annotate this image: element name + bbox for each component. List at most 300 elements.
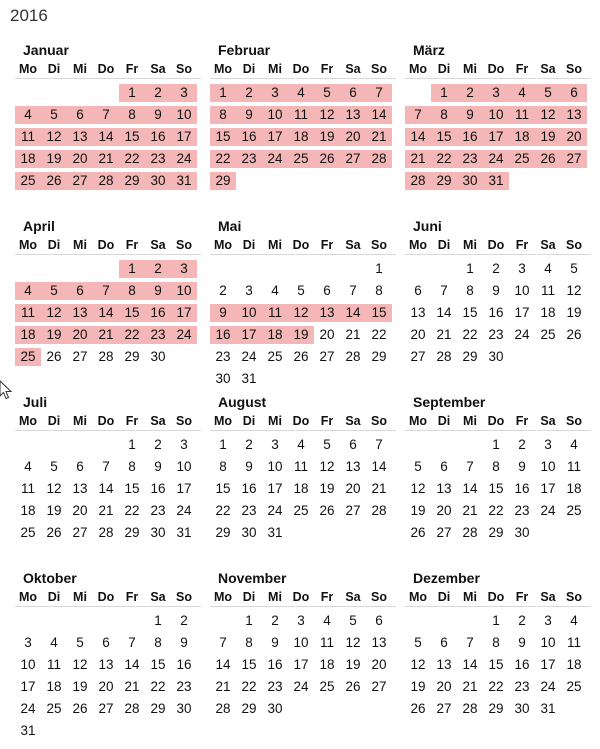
day-cell[interactable]: 23: [150, 151, 166, 166]
day-cell[interactable]: 20: [98, 679, 114, 694]
day-cell[interactable]: 26: [566, 327, 582, 342]
day-cell[interactable]: 9: [492, 283, 500, 298]
day-cell[interactable]: 14: [371, 459, 387, 474]
day-cell[interactable]: 25: [20, 173, 36, 188]
day-cell[interactable]: 1: [128, 261, 136, 276]
day-cell[interactable]: 12: [410, 657, 426, 672]
day-cell[interactable]: 17: [488, 129, 504, 144]
day-cell[interactable]: 23: [488, 327, 504, 342]
day-cell[interactable]: 6: [76, 459, 84, 474]
day-cell[interactable]: 3: [544, 613, 552, 628]
day-cell[interactable]: 17: [293, 657, 309, 672]
day-cell[interactable]: 28: [371, 503, 387, 518]
day-cell[interactable]: 13: [345, 459, 361, 474]
day-cell[interactable]: 2: [219, 283, 227, 298]
day-cell[interactable]: 4: [544, 261, 552, 276]
day-cell[interactable]: 19: [72, 679, 88, 694]
day-cell[interactable]: 13: [371, 635, 387, 650]
day-cell[interactable]: 29: [124, 173, 140, 188]
day-cell[interactable]: 3: [544, 437, 552, 452]
day-cell[interactable]: 6: [76, 107, 84, 122]
day-cell[interactable]: 18: [293, 129, 309, 144]
day-cell[interactable]: 13: [72, 129, 88, 144]
day-cell[interactable]: 3: [24, 635, 32, 650]
day-cell[interactable]: 4: [570, 437, 578, 452]
day-cell[interactable]: 24: [293, 679, 309, 694]
day-cell[interactable]: 29: [436, 173, 452, 188]
day-cell[interactable]: 12: [46, 481, 62, 496]
day-cell[interactable]: 19: [319, 129, 335, 144]
day-cell[interactable]: 19: [566, 305, 582, 320]
day-cell[interactable]: 7: [466, 459, 474, 474]
day-cell[interactable]: 29: [371, 349, 387, 364]
day-cell[interactable]: 31: [176, 525, 192, 540]
day-cell[interactable]: 30: [150, 525, 166, 540]
day-cell[interactable]: 21: [215, 679, 231, 694]
day-cell[interactable]: 22: [371, 327, 387, 342]
day-cell[interactable]: 20: [72, 151, 88, 166]
day-cell[interactable]: 28: [345, 349, 361, 364]
day-cell[interactable]: 11: [293, 107, 308, 122]
day-cell[interactable]: 8: [219, 459, 227, 474]
day-cell[interactable]: 4: [323, 613, 331, 628]
day-cell[interactable]: 24: [267, 503, 283, 518]
day-cell[interactable]: 24: [176, 503, 192, 518]
day-cell[interactable]: 13: [319, 305, 335, 320]
day-cell[interactable]: 17: [20, 679, 36, 694]
day-cell[interactable]: 17: [267, 129, 283, 144]
day-cell[interactable]: 28: [462, 701, 478, 716]
day-cell[interactable]: 10: [20, 657, 36, 672]
day-cell[interactable]: 12: [540, 107, 556, 122]
day-cell[interactable]: 6: [349, 437, 357, 452]
day-cell[interactable]: 8: [440, 107, 448, 122]
day-cell[interactable]: 23: [241, 503, 257, 518]
day-cell[interactable]: 10: [176, 107, 192, 122]
day-cell[interactable]: 25: [319, 679, 335, 694]
day-cell[interactable]: 16: [241, 481, 257, 496]
day-cell[interactable]: 22: [436, 151, 452, 166]
day-cell[interactable]: 11: [20, 305, 35, 320]
day-cell[interactable]: 16: [150, 481, 166, 496]
day-cell[interactable]: 29: [124, 525, 140, 540]
day-cell[interactable]: 19: [345, 657, 361, 672]
day-cell[interactable]: 19: [46, 327, 62, 342]
day-cell[interactable]: 30: [462, 173, 478, 188]
day-cell[interactable]: 18: [319, 657, 335, 672]
day-cell[interactable]: 19: [410, 679, 426, 694]
day-cell[interactable]: 18: [267, 327, 283, 342]
day-cell[interactable]: 17: [267, 481, 283, 496]
day-cell[interactable]: 27: [566, 151, 582, 166]
day-cell[interactable]: 27: [72, 349, 88, 364]
day-cell[interactable]: 7: [102, 107, 110, 122]
day-cell[interactable]: 11: [293, 459, 308, 474]
day-cell[interactable]: 22: [150, 679, 166, 694]
day-cell[interactable]: 24: [514, 327, 530, 342]
day-cell[interactable]: 28: [98, 173, 114, 188]
day-cell[interactable]: 11: [20, 481, 35, 496]
day-cell[interactable]: 5: [50, 459, 58, 474]
day-cell[interactable]: 15: [215, 481, 231, 496]
day-cell[interactable]: 10: [267, 107, 283, 122]
day-cell[interactable]: 6: [76, 283, 84, 298]
day-cell[interactable]: 24: [176, 151, 192, 166]
day-cell[interactable]: 2: [492, 261, 500, 276]
day-cell[interactable]: 4: [24, 107, 32, 122]
day-cell[interactable]: 12: [46, 129, 62, 144]
day-cell[interactable]: 11: [20, 129, 35, 144]
day-cell[interactable]: 18: [46, 679, 62, 694]
day-cell[interactable]: 30: [267, 701, 283, 716]
day-cell[interactable]: 13: [345, 107, 361, 122]
day-cell[interactable]: 1: [245, 613, 253, 628]
day-cell[interactable]: 25: [566, 679, 582, 694]
day-cell[interactable]: 5: [570, 261, 578, 276]
day-cell[interactable]: 5: [323, 437, 331, 452]
day-cell[interactable]: 3: [518, 261, 526, 276]
day-cell[interactable]: 7: [375, 85, 383, 100]
day-cell[interactable]: 9: [154, 459, 162, 474]
day-cell[interactable]: 24: [20, 701, 36, 716]
day-cell[interactable]: 16: [488, 305, 504, 320]
day-cell[interactable]: 4: [271, 283, 279, 298]
day-cell[interactable]: 8: [375, 283, 383, 298]
day-cell[interactable]: 28: [462, 525, 478, 540]
day-cell[interactable]: 4: [518, 85, 526, 100]
day-cell[interactable]: 31: [176, 173, 192, 188]
day-cell[interactable]: 20: [345, 129, 361, 144]
day-cell[interactable]: 25: [514, 151, 530, 166]
day-cell[interactable]: 19: [46, 151, 62, 166]
day-cell[interactable]: 2: [154, 85, 162, 100]
day-cell[interactable]: 21: [124, 679, 140, 694]
day-cell[interactable]: 1: [492, 437, 500, 452]
day-cell[interactable]: 29: [488, 525, 504, 540]
day-cell[interactable]: 19: [410, 503, 426, 518]
day-cell[interactable]: 7: [349, 283, 357, 298]
day-cell[interactable]: 3: [180, 261, 188, 276]
day-cell[interactable]: 7: [440, 283, 448, 298]
day-cell[interactable]: 26: [540, 151, 556, 166]
day-cell[interactable]: 21: [371, 129, 387, 144]
day-cell[interactable]: 5: [414, 459, 422, 474]
day-cell[interactable]: 28: [410, 173, 426, 188]
day-cell[interactable]: 25: [540, 327, 556, 342]
day-cell[interactable]: 18: [20, 503, 36, 518]
day-cell[interactable]: 5: [323, 85, 331, 100]
day-cell[interactable]: 7: [219, 635, 227, 650]
day-cell[interactable]: 14: [98, 305, 114, 320]
day-cell[interactable]: 16: [215, 327, 231, 342]
day-cell[interactable]: 14: [345, 305, 361, 320]
day-cell[interactable]: 24: [241, 349, 257, 364]
day-cell[interactable]: 21: [462, 503, 478, 518]
day-cell[interactable]: 15: [124, 305, 140, 320]
day-cell[interactable]: 16: [514, 481, 530, 496]
day-cell[interactable]: 10: [514, 283, 530, 298]
day-cell[interactable]: 11: [566, 459, 581, 474]
day-cell[interactable]: 20: [436, 503, 452, 518]
day-cell[interactable]: 28: [98, 349, 114, 364]
day-cell[interactable]: 8: [128, 107, 136, 122]
day-cell[interactable]: 18: [566, 481, 582, 496]
day-cell[interactable]: 24: [540, 679, 556, 694]
day-cell[interactable]: 17: [540, 657, 556, 672]
day-cell[interactable]: 2: [154, 261, 162, 276]
day-cell[interactable]: 12: [46, 305, 62, 320]
day-cell[interactable]: 22: [215, 503, 231, 518]
day-cell[interactable]: 12: [293, 305, 309, 320]
day-cell[interactable]: 30: [514, 701, 530, 716]
day-cell[interactable]: 4: [50, 635, 58, 650]
day-cell[interactable]: 13: [566, 107, 582, 122]
day-cell[interactable]: 14: [462, 657, 478, 672]
day-cell[interactable]: 18: [293, 481, 309, 496]
day-cell[interactable]: 1: [466, 261, 474, 276]
day-cell[interactable]: 2: [518, 613, 526, 628]
day-cell[interactable]: 26: [72, 701, 88, 716]
day-cell[interactable]: 27: [72, 525, 88, 540]
day-cell[interactable]: 6: [102, 635, 110, 650]
day-cell[interactable]: 12: [410, 481, 426, 496]
day-cell[interactable]: 23: [514, 679, 530, 694]
day-cell[interactable]: 9: [180, 635, 188, 650]
day-cell[interactable]: 23: [241, 151, 257, 166]
day-cell[interactable]: 10: [488, 107, 504, 122]
day-cell[interactable]: 19: [293, 327, 309, 342]
day-cell[interactable]: 5: [50, 283, 58, 298]
day-cell[interactable]: 21: [436, 327, 452, 342]
day-cell[interactable]: 18: [20, 327, 36, 342]
day-cell[interactable]: 21: [98, 151, 114, 166]
day-cell[interactable]: 22: [124, 327, 140, 342]
day-cell[interactable]: 27: [436, 701, 452, 716]
day-cell[interactable]: 5: [349, 613, 357, 628]
day-cell[interactable]: 4: [297, 437, 305, 452]
day-cell[interactable]: 15: [462, 305, 478, 320]
day-cell[interactable]: 6: [375, 613, 383, 628]
day-cell[interactable]: 16: [514, 657, 530, 672]
day-cell[interactable]: 14: [124, 657, 140, 672]
day-cell[interactable]: 20: [345, 481, 361, 496]
day-cell[interactable]: 7: [102, 283, 110, 298]
day-cell[interactable]: 15: [124, 481, 140, 496]
day-cell[interactable]: 3: [297, 613, 305, 628]
day-cell[interactable]: 1: [154, 613, 162, 628]
day-cell[interactable]: 17: [241, 327, 257, 342]
day-cell[interactable]: 18: [20, 151, 36, 166]
day-cell[interactable]: 1: [492, 613, 500, 628]
day-cell[interactable]: 22: [241, 679, 257, 694]
day-cell[interactable]: 11: [319, 635, 334, 650]
day-cell[interactable]: 9: [219, 305, 227, 320]
day-cell[interactable]: 14: [98, 129, 114, 144]
day-cell[interactable]: 15: [436, 129, 452, 144]
day-cell[interactable]: 22: [124, 151, 140, 166]
day-cell[interactable]: 15: [488, 481, 504, 496]
day-cell[interactable]: 28: [215, 701, 231, 716]
day-cell[interactable]: 15: [241, 657, 257, 672]
day-cell[interactable]: 16: [150, 305, 166, 320]
day-cell[interactable]: 19: [319, 481, 335, 496]
day-cell[interactable]: 4: [24, 459, 32, 474]
day-cell[interactable]: 14: [436, 305, 452, 320]
day-cell[interactable]: 21: [345, 327, 361, 342]
day-cell[interactable]: 9: [518, 459, 526, 474]
day-cell[interactable]: 30: [215, 371, 231, 386]
day-cell[interactable]: 3: [271, 437, 279, 452]
day-cell[interactable]: 2: [245, 85, 253, 100]
day-cell[interactable]: 26: [410, 525, 426, 540]
day-cell[interactable]: 12: [319, 459, 335, 474]
day-cell[interactable]: 15: [215, 129, 231, 144]
day-cell[interactable]: 20: [319, 327, 335, 342]
day-cell[interactable]: 29: [150, 701, 166, 716]
day-cell[interactable]: 2: [271, 613, 279, 628]
day-cell[interactable]: 4: [24, 283, 32, 298]
day-cell[interactable]: 21: [98, 503, 114, 518]
day-cell[interactable]: 26: [410, 701, 426, 716]
day-cell[interactable]: 3: [492, 85, 500, 100]
day-cell[interactable]: 1: [375, 261, 383, 276]
day-cell[interactable]: 21: [462, 679, 478, 694]
day-cell[interactable]: 2: [180, 613, 188, 628]
day-cell[interactable]: 8: [219, 107, 227, 122]
day-cell[interactable]: 22: [124, 503, 140, 518]
day-cell[interactable]: 24: [540, 503, 556, 518]
day-cell[interactable]: 14: [98, 481, 114, 496]
day-cell[interactable]: 1: [219, 85, 227, 100]
day-cell[interactable]: 15: [150, 657, 166, 672]
day-cell[interactable]: 10: [540, 459, 556, 474]
day-cell[interactable]: 10: [241, 305, 257, 320]
day-cell[interactable]: 23: [462, 151, 478, 166]
day-cell[interactable]: 16: [176, 657, 192, 672]
day-cell[interactable]: 8: [466, 283, 474, 298]
day-cell[interactable]: 24: [488, 151, 504, 166]
day-cell[interactable]: 17: [176, 481, 192, 496]
day-cell[interactable]: 11: [566, 635, 581, 650]
day-cell[interactable]: 13: [436, 481, 452, 496]
day-cell[interactable]: 8: [128, 459, 136, 474]
day-cell[interactable]: 7: [414, 107, 422, 122]
day-cell[interactable]: 11: [267, 305, 282, 320]
day-cell[interactable]: 24: [267, 151, 283, 166]
day-cell[interactable]: 6: [414, 283, 422, 298]
day-cell[interactable]: 15: [371, 305, 387, 320]
day-cell[interactable]: 17: [514, 305, 530, 320]
day-cell[interactable]: 9: [154, 107, 162, 122]
day-cell[interactable]: 13: [72, 481, 88, 496]
day-cell[interactable]: 10: [540, 635, 556, 650]
day-cell[interactable]: 27: [436, 525, 452, 540]
day-cell[interactable]: 5: [414, 635, 422, 650]
day-cell[interactable]: 14: [410, 129, 426, 144]
day-cell[interactable]: 22: [488, 503, 504, 518]
day-cell[interactable]: 26: [319, 151, 335, 166]
day-cell[interactable]: 9: [245, 107, 253, 122]
day-cell[interactable]: 31: [20, 723, 36, 738]
day-cell[interactable]: 22: [488, 679, 504, 694]
day-cell[interactable]: 20: [436, 679, 452, 694]
day-cell[interactable]: 3: [271, 85, 279, 100]
day-cell[interactable]: 1: [128, 437, 136, 452]
day-cell[interactable]: 25: [20, 349, 36, 364]
day-cell[interactable]: 13: [410, 305, 426, 320]
day-cell[interactable]: 27: [345, 151, 361, 166]
day-cell[interactable]: 13: [436, 657, 452, 672]
day-cell[interactable]: 20: [410, 327, 426, 342]
day-cell[interactable]: 24: [176, 327, 192, 342]
day-cell[interactable]: 23: [150, 503, 166, 518]
day-cell[interactable]: 7: [466, 635, 474, 650]
day-cell[interactable]: 30: [176, 701, 192, 716]
day-cell[interactable]: 14: [371, 107, 387, 122]
day-cell[interactable]: 18: [540, 305, 556, 320]
day-cell[interactable]: 2: [245, 437, 253, 452]
day-cell[interactable]: 11: [46, 657, 61, 672]
day-cell[interactable]: 25: [46, 701, 62, 716]
day-cell[interactable]: 7: [128, 635, 136, 650]
day-cell[interactable]: 6: [440, 635, 448, 650]
day-cell[interactable]: 29: [215, 173, 231, 188]
day-cell[interactable]: 8: [492, 459, 500, 474]
day-cell[interactable]: 23: [176, 679, 192, 694]
day-cell[interactable]: 5: [544, 85, 552, 100]
day-cell[interactable]: 2: [466, 85, 474, 100]
day-cell[interactable]: 1: [219, 437, 227, 452]
day-cell[interactable]: 12: [566, 283, 582, 298]
day-cell[interactable]: 13: [98, 657, 114, 672]
day-cell[interactable]: 17: [176, 305, 192, 320]
day-cell[interactable]: 20: [371, 657, 387, 672]
day-cell[interactable]: 15: [488, 657, 504, 672]
day-cell[interactable]: 9: [271, 635, 279, 650]
day-cell[interactable]: 29: [215, 525, 231, 540]
day-cell[interactable]: 3: [180, 85, 188, 100]
day-cell[interactable]: 15: [124, 129, 140, 144]
day-cell[interactable]: 23: [514, 503, 530, 518]
day-cell[interactable]: 5: [50, 107, 58, 122]
day-cell[interactable]: 23: [215, 349, 231, 364]
day-cell[interactable]: 6: [570, 85, 578, 100]
day-cell[interactable]: 5: [297, 283, 305, 298]
day-cell[interactable]: 29: [488, 701, 504, 716]
day-cell[interactable]: 20: [566, 129, 582, 144]
day-cell[interactable]: 18: [514, 129, 530, 144]
day-cell[interactable]: 10: [176, 459, 192, 474]
day-cell[interactable]: 30: [150, 349, 166, 364]
day-cell[interactable]: 21: [410, 151, 426, 166]
day-cell[interactable]: 22: [462, 327, 478, 342]
day-cell[interactable]: 30: [241, 525, 257, 540]
day-cell[interactable]: 29: [124, 349, 140, 364]
day-cell[interactable]: 26: [46, 525, 62, 540]
day-cell[interactable]: 1: [128, 85, 136, 100]
day-cell[interactable]: 23: [267, 679, 283, 694]
day-cell[interactable]: 8: [245, 635, 253, 650]
day-cell[interactable]: 18: [566, 657, 582, 672]
day-cell[interactable]: 10: [293, 635, 309, 650]
day-cell[interactable]: 7: [102, 459, 110, 474]
day-cell[interactable]: 4: [297, 85, 305, 100]
day-cell[interactable]: 8: [154, 635, 162, 650]
day-cell[interactable]: 28: [436, 349, 452, 364]
day-cell[interactable]: 12: [319, 107, 335, 122]
day-cell[interactable]: 31: [488, 173, 504, 188]
day-cell[interactable]: 28: [371, 151, 387, 166]
